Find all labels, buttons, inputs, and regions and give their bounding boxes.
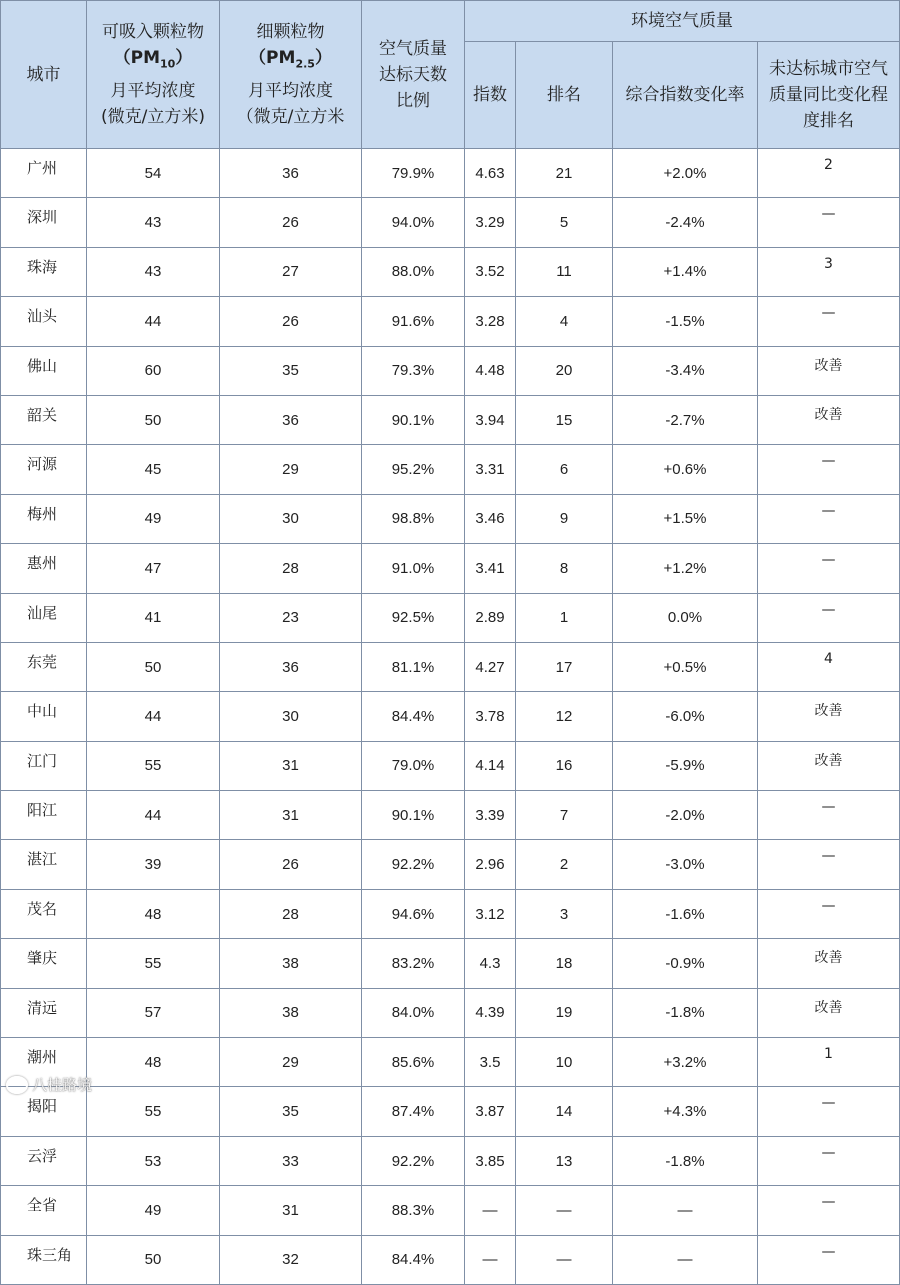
cell-rank: 3 bbox=[516, 889, 613, 938]
cell-rank: 12 bbox=[516, 692, 613, 741]
cell-pm10: 57 bbox=[87, 988, 220, 1037]
cell-change: +1.4% bbox=[613, 247, 758, 296]
cell-pm25: 38 bbox=[220, 939, 362, 988]
cell-change: -1.6% bbox=[613, 889, 758, 938]
cell-lag: 1 bbox=[758, 1038, 900, 1087]
header-rank: 排名 bbox=[516, 42, 613, 149]
cell-index: — bbox=[465, 1186, 516, 1235]
cell-pm25: 35 bbox=[220, 346, 362, 395]
table-row bbox=[1, 544, 900, 593]
table-row bbox=[1, 1038, 900, 1087]
cell-change: +4.3% bbox=[613, 1087, 758, 1136]
cell-index: 3.41 bbox=[465, 544, 516, 593]
table-row bbox=[1, 988, 900, 1037]
cell-index: 3.39 bbox=[465, 791, 516, 840]
cell-city: 中山 bbox=[1, 692, 87, 741]
cell-pm25: 26 bbox=[220, 297, 362, 346]
cell-city: 肇庆 bbox=[1, 939, 87, 988]
cell-lag: 改善 bbox=[758, 692, 900, 741]
cell-change: -2.4% bbox=[613, 198, 758, 247]
cell-pm10: 50 bbox=[87, 1235, 220, 1284]
cell-lag: 改善 bbox=[758, 741, 900, 790]
cell-pm10: 48 bbox=[87, 889, 220, 938]
table-row bbox=[1, 149, 900, 198]
cell-change: -1.5% bbox=[613, 297, 758, 346]
cell-index: 3.52 bbox=[465, 247, 516, 296]
cell-pm25: 28 bbox=[220, 544, 362, 593]
cell-ratio: 95.2% bbox=[362, 445, 465, 494]
cell-change: -3.0% bbox=[613, 840, 758, 889]
cell-lag: — bbox=[758, 1087, 900, 1136]
cell-pm25: 31 bbox=[220, 1186, 362, 1235]
header-city: 城市 bbox=[1, 1, 87, 149]
table-row bbox=[1, 1087, 900, 1136]
cell-index: 3.28 bbox=[465, 297, 516, 346]
header-compliance-ratio: 空气质量 达标天数 比例 bbox=[362, 1, 465, 149]
cell-pm25: 36 bbox=[220, 395, 362, 444]
cell-lag: — bbox=[758, 1186, 900, 1235]
cell-pm25: 32 bbox=[220, 1235, 362, 1284]
cell-index: 3.5 bbox=[465, 1038, 516, 1087]
cell-pm10: 39 bbox=[87, 840, 220, 889]
cell-city: 湛江 bbox=[1, 840, 87, 889]
cell-index: 3.31 bbox=[465, 445, 516, 494]
cell-ratio: 92.2% bbox=[362, 1136, 465, 1185]
cell-lag: 改善 bbox=[758, 988, 900, 1037]
cell-change: -1.8% bbox=[613, 1136, 758, 1185]
cell-pm10: 55 bbox=[87, 939, 220, 988]
cell-pm10: 45 bbox=[87, 445, 220, 494]
cell-index: 2.96 bbox=[465, 840, 516, 889]
cell-city: 珠海 bbox=[1, 247, 87, 296]
table-row bbox=[1, 642, 900, 691]
cell-lag: — bbox=[758, 593, 900, 642]
cell-pm25: 30 bbox=[220, 494, 362, 543]
cell-rank: 9 bbox=[516, 494, 613, 543]
cell-pm25: 30 bbox=[220, 692, 362, 741]
cell-city: 清远 bbox=[1, 988, 87, 1037]
cell-pm10: 48 bbox=[87, 1038, 220, 1087]
table-row bbox=[1, 939, 900, 988]
cell-pm10: 60 bbox=[87, 346, 220, 395]
cell-pm10: 43 bbox=[87, 247, 220, 296]
cell-city: 茂名 bbox=[1, 889, 87, 938]
cell-ratio: 81.1% bbox=[362, 642, 465, 691]
cell-rank: 21 bbox=[516, 149, 613, 198]
cell-pm10: 44 bbox=[87, 692, 220, 741]
cell-city: 潮州 bbox=[1, 1038, 87, 1087]
cell-lag: — bbox=[758, 889, 900, 938]
cell-lag: 4 bbox=[758, 642, 900, 691]
cell-lag: 改善 bbox=[758, 395, 900, 444]
cell-index: 4.27 bbox=[465, 642, 516, 691]
table-row bbox=[1, 247, 900, 296]
cell-ratio: 85.6% bbox=[362, 1038, 465, 1087]
cell-rank: 2 bbox=[516, 840, 613, 889]
cell-rank: 14 bbox=[516, 1087, 613, 1136]
cell-ratio: 92.5% bbox=[362, 593, 465, 642]
cell-lag: — bbox=[758, 445, 900, 494]
cell-pm10: 41 bbox=[87, 593, 220, 642]
cell-rank: 13 bbox=[516, 1136, 613, 1185]
cell-city: 汕头 bbox=[1, 297, 87, 346]
cell-change: +2.0% bbox=[613, 149, 758, 198]
cell-pm25: 31 bbox=[220, 791, 362, 840]
cell-index: 4.63 bbox=[465, 149, 516, 198]
cell-rank: — bbox=[516, 1186, 613, 1235]
cell-change: -3.4% bbox=[613, 346, 758, 395]
cell-rank: 8 bbox=[516, 544, 613, 593]
cell-index: 2.89 bbox=[465, 593, 516, 642]
cell-rank: 16 bbox=[516, 741, 613, 790]
cell-index: 3.78 bbox=[465, 692, 516, 741]
cell-city: 梅州 bbox=[1, 494, 87, 543]
cell-change: -1.8% bbox=[613, 988, 758, 1037]
cell-pm10: 50 bbox=[87, 642, 220, 691]
cell-ratio: 98.8% bbox=[362, 494, 465, 543]
table-row bbox=[1, 791, 900, 840]
cell-rank: 11 bbox=[516, 247, 613, 296]
table-row bbox=[1, 593, 900, 642]
cell-pm10: 54 bbox=[87, 149, 220, 198]
cell-change: 0.0% bbox=[613, 593, 758, 642]
table-row bbox=[1, 198, 900, 247]
table-row bbox=[1, 1235, 900, 1284]
cell-change: -0.9% bbox=[613, 939, 758, 988]
cell-change: +0.6% bbox=[613, 445, 758, 494]
cell-city: 云浮 bbox=[1, 1136, 87, 1185]
cell-pm25: 35 bbox=[220, 1087, 362, 1136]
cell-ratio: 92.2% bbox=[362, 840, 465, 889]
cell-lag: — bbox=[758, 544, 900, 593]
cell-ratio: 79.3% bbox=[362, 346, 465, 395]
cell-city: 东莞 bbox=[1, 642, 87, 691]
cell-lag: 3 bbox=[758, 247, 900, 296]
cell-pm25: 26 bbox=[220, 198, 362, 247]
cell-lag: 改善 bbox=[758, 346, 900, 395]
header-index: 指数 bbox=[465, 42, 516, 149]
cell-pm25: 29 bbox=[220, 1038, 362, 1087]
cell-ratio: 91.0% bbox=[362, 544, 465, 593]
cell-change: +1.2% bbox=[613, 544, 758, 593]
cell-rank: — bbox=[516, 1235, 613, 1284]
cell-change: — bbox=[613, 1235, 758, 1284]
cell-pm10: 49 bbox=[87, 494, 220, 543]
cell-pm25: 36 bbox=[220, 149, 362, 198]
cell-ratio: 87.4% bbox=[362, 1087, 465, 1136]
cell-pm25: 31 bbox=[220, 741, 362, 790]
table-row bbox=[1, 395, 900, 444]
cell-change: +3.2% bbox=[613, 1038, 758, 1087]
cell-pm10: 43 bbox=[87, 198, 220, 247]
table-row bbox=[1, 1136, 900, 1185]
cell-rank: 19 bbox=[516, 988, 613, 1037]
cell-ratio: 88.0% bbox=[362, 247, 465, 296]
cell-change: -6.0% bbox=[613, 692, 758, 741]
cell-ratio: 84.0% bbox=[362, 988, 465, 1037]
cell-lag: 2 bbox=[758, 149, 900, 198]
header-lag-rank: 未达标城市空气质量同比变化程度排名 bbox=[758, 42, 900, 149]
cell-city: 全省 bbox=[1, 1186, 87, 1235]
cell-rank: 7 bbox=[516, 791, 613, 840]
table-row bbox=[1, 346, 900, 395]
cell-lag: — bbox=[758, 1235, 900, 1284]
cell-pm10: 44 bbox=[87, 297, 220, 346]
cell-lag: — bbox=[758, 494, 900, 543]
cell-pm25: 36 bbox=[220, 642, 362, 691]
cell-rank: 1 bbox=[516, 593, 613, 642]
cell-city: 深圳 bbox=[1, 198, 87, 247]
weibo-logo-icon bbox=[6, 1076, 28, 1094]
cell-index: 4.39 bbox=[465, 988, 516, 1037]
cell-index: 3.85 bbox=[465, 1136, 516, 1185]
cell-city: 揭阳 bbox=[1, 1087, 87, 1136]
table-row bbox=[1, 494, 900, 543]
cell-index: 3.29 bbox=[465, 198, 516, 247]
cell-ratio: 84.4% bbox=[362, 692, 465, 741]
cell-pm10: 55 bbox=[87, 741, 220, 790]
cell-city: 广州 bbox=[1, 149, 87, 198]
watermark-text: 八桂路境 bbox=[32, 1076, 93, 1094]
cell-city: 阳江 bbox=[1, 791, 87, 840]
cell-city: 河源 bbox=[1, 445, 87, 494]
cell-ratio: 79.9% bbox=[362, 149, 465, 198]
cell-pm10: 44 bbox=[87, 791, 220, 840]
cell-index: 4.48 bbox=[465, 346, 516, 395]
cell-index: 3.94 bbox=[465, 395, 516, 444]
cell-city: 韶关 bbox=[1, 395, 87, 444]
cell-index: 3.12 bbox=[465, 889, 516, 938]
cell-rank: 4 bbox=[516, 297, 613, 346]
cell-ratio: 94.0% bbox=[362, 198, 465, 247]
cell-pm25: 23 bbox=[220, 593, 362, 642]
cell-change: -2.0% bbox=[613, 791, 758, 840]
cell-rank: 15 bbox=[516, 395, 613, 444]
cell-ratio: 90.1% bbox=[362, 395, 465, 444]
cell-city: 佛山 bbox=[1, 346, 87, 395]
cell-index: 3.87 bbox=[465, 1087, 516, 1136]
cell-ratio: 90.1% bbox=[362, 791, 465, 840]
cell-index: 4.3 bbox=[465, 939, 516, 988]
cell-pm25: 29 bbox=[220, 445, 362, 494]
cell-ratio: 84.4% bbox=[362, 1235, 465, 1284]
cell-pm25: 33 bbox=[220, 1136, 362, 1185]
table-row bbox=[1, 840, 900, 889]
cell-change: — bbox=[613, 1186, 758, 1235]
cell-city: 惠州 bbox=[1, 544, 87, 593]
cell-rank: 10 bbox=[516, 1038, 613, 1087]
header-pm25: 细颗粒物 $(PM_{2.5})$ 月平均浓度 （微克/立方米 bbox=[220, 1, 362, 149]
cell-lag: — bbox=[758, 1136, 900, 1185]
cell-ratio: 83.2% bbox=[362, 939, 465, 988]
cell-lag: 改善 bbox=[758, 939, 900, 988]
cell-ratio: 91.6% bbox=[362, 297, 465, 346]
table-row bbox=[1, 445, 900, 494]
header-env-air-quality: 环境空气质量 bbox=[465, 1, 900, 42]
cell-index: 3.46 bbox=[465, 494, 516, 543]
cell-city: 江门 bbox=[1, 741, 87, 790]
table-row bbox=[1, 1186, 900, 1235]
cell-pm25: 38 bbox=[220, 988, 362, 1037]
header-pm10: 可吸入颗粒物 $(PM_{10})$ 月平均浓度 (微克/立方米) bbox=[87, 1, 220, 149]
cell-lag: — bbox=[758, 791, 900, 840]
cell-change: -2.7% bbox=[613, 395, 758, 444]
cell-ratio: 88.3% bbox=[362, 1186, 465, 1235]
cell-pm25: 26 bbox=[220, 840, 362, 889]
cell-index: 4.14 bbox=[465, 741, 516, 790]
cell-rank: 17 bbox=[516, 642, 613, 691]
table-row bbox=[1, 889, 900, 938]
cell-ratio: 94.6% bbox=[362, 889, 465, 938]
cell-lag: — bbox=[758, 198, 900, 247]
cell-pm10: 55 bbox=[87, 1087, 220, 1136]
table-row bbox=[1, 692, 900, 741]
cell-pm10: 47 bbox=[87, 544, 220, 593]
watermark bbox=[6, 1074, 92, 1095]
table-row bbox=[1, 741, 900, 790]
cell-pm10: 50 bbox=[87, 395, 220, 444]
cell-change: +0.5% bbox=[613, 642, 758, 691]
cell-city: 珠三角 bbox=[1, 1235, 87, 1284]
cell-rank: 20 bbox=[516, 346, 613, 395]
cell-index: — bbox=[465, 1235, 516, 1284]
cell-pm25: 28 bbox=[220, 889, 362, 938]
cell-city: 汕尾 bbox=[1, 593, 87, 642]
cell-ratio: 79.0% bbox=[362, 741, 465, 790]
cell-rank: 6 bbox=[516, 445, 613, 494]
cell-lag: — bbox=[758, 297, 900, 346]
cell-change: -5.9% bbox=[613, 741, 758, 790]
header-change-rate: 综合指数变化率 bbox=[613, 42, 758, 149]
cell-pm25: 27 bbox=[220, 247, 362, 296]
cell-pm10: 49 bbox=[87, 1186, 220, 1235]
cell-change: +1.5% bbox=[613, 494, 758, 543]
cell-rank: 5 bbox=[516, 198, 613, 247]
cell-rank: 18 bbox=[516, 939, 613, 988]
table-row bbox=[1, 297, 900, 346]
cell-pm10: 53 bbox=[87, 1136, 220, 1185]
cell-lag: — bbox=[758, 840, 900, 889]
